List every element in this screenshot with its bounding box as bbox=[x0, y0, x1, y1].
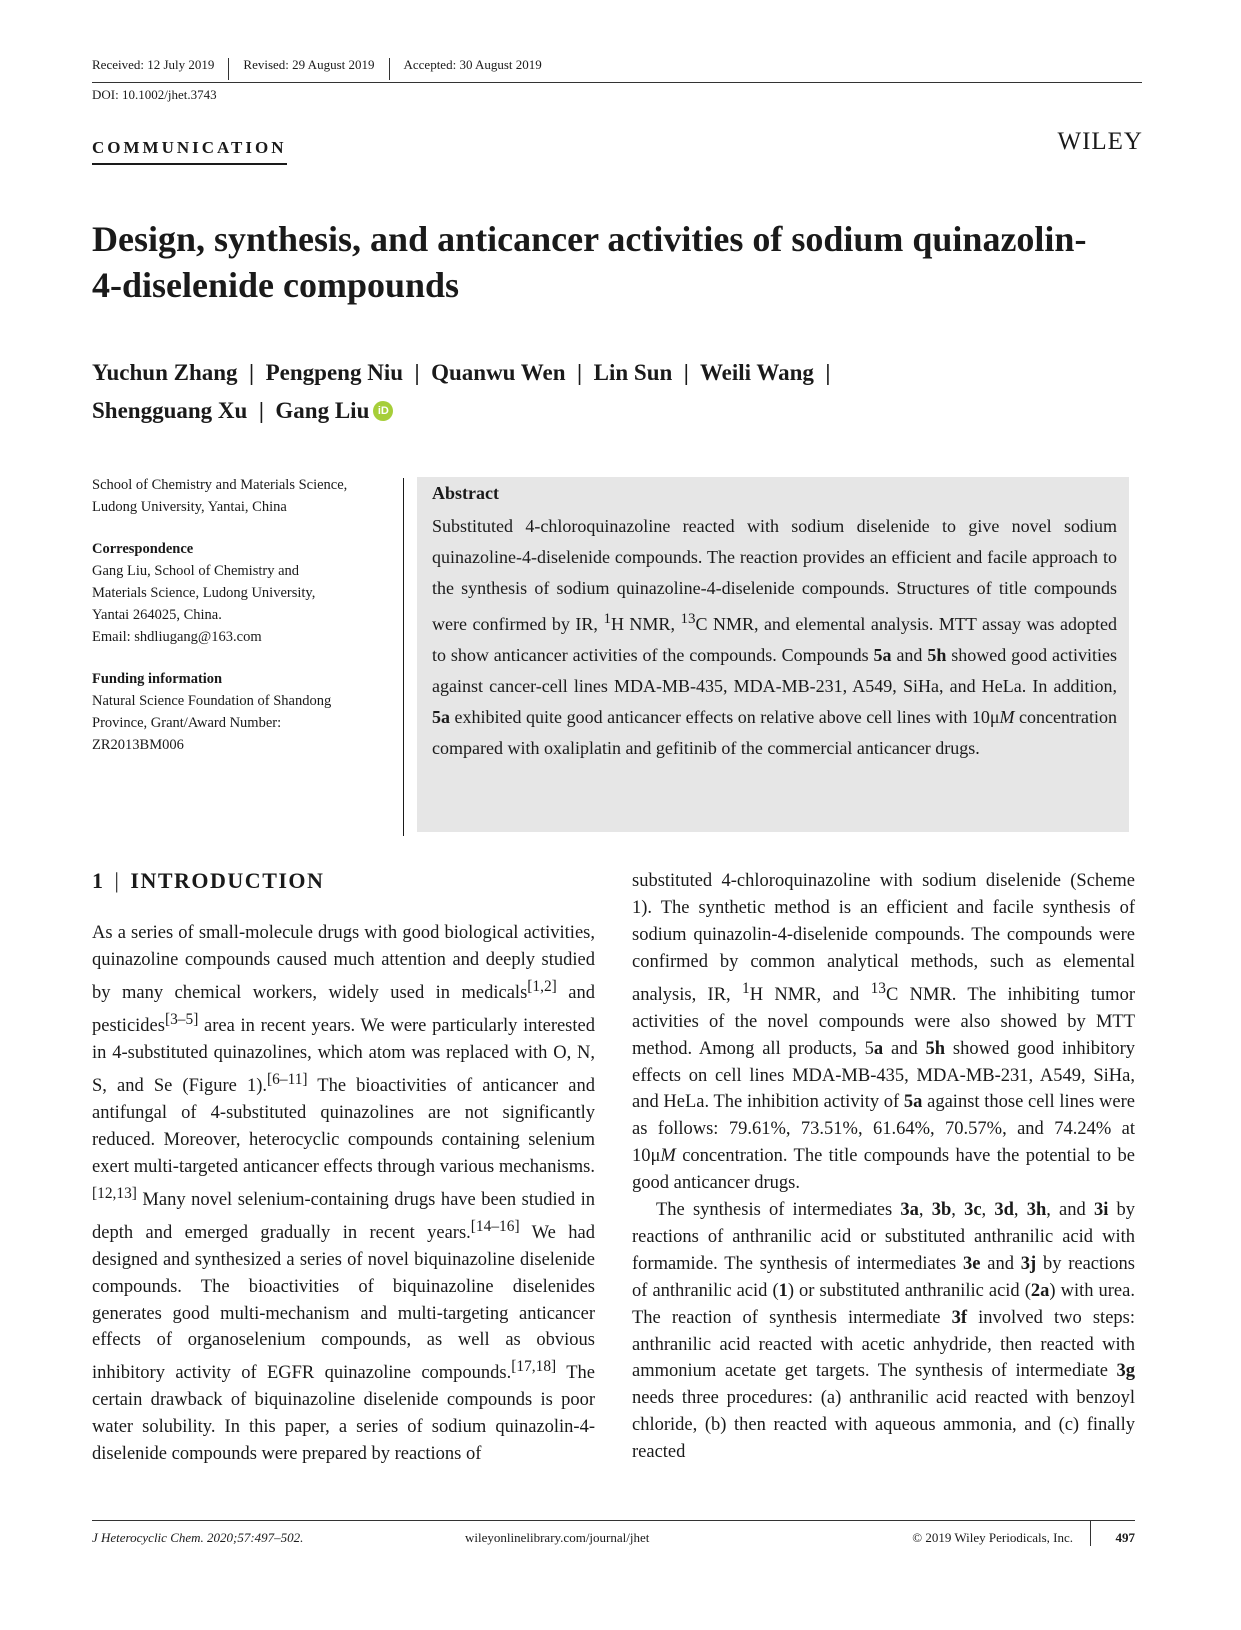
author[interactable]: Gang Liu bbox=[275, 398, 370, 423]
correspondence-email[interactable]: Email: shdliugang@163.com bbox=[92, 629, 262, 645]
funding-line: ZR2013BM006 bbox=[92, 737, 184, 753]
abstract-text: Substituted 4-chloroquinazoline reacted with sodium diselenide to give novel sodium quinazoline-4-diselenide compounds. The reaction provides an efficient and facile approach to the synthesis of sodium quinazoline-4-diselenide compounds. Structures of title compounds were confirmed by IR, $^1$H NMR, $^{13}$C NMR, and elemental analysis. MTT assay was adopted to show anticancer activities of the compounds. Compounds 5a and 5h showed good activities against cancer-cell lines MDA-MB-435, MDA-MB-231, A549, SiHa, and HeLa. In addition, 5a exhibited quite good anticancer effects on relative above cell lines with 10μM concentration compared with oxaliplatin and gefitinib of the commercial anticancer drugs. bbox=[432, 516, 1117, 758]
author-separator: | bbox=[253, 398, 270, 423]
page-number: 497 bbox=[1115, 1530, 1135, 1545]
sidebar-divider bbox=[403, 478, 404, 836]
journal-url[interactable]: wileyonlinelibrary.com/journal/jhet bbox=[465, 1530, 650, 1545]
paper-title: Design, synthesis, and anticancer activities of sodium quinazolin-4-diselenide compounds bbox=[92, 219, 1087, 305]
funding-information bbox=[92, 668, 392, 756]
author-list bbox=[92, 354, 1092, 430]
footer-rule bbox=[92, 1520, 1135, 1521]
author[interactable]: Yuchun Zhang bbox=[92, 360, 238, 385]
abstract-heading: Abstract bbox=[432, 483, 499, 503]
funding-line: Province, Grant/Award Number: bbox=[92, 715, 282, 731]
funding-line: Natural Science Foundation of Shandong bbox=[92, 693, 332, 709]
affiliation: School of Chemistry and Materials Science, Ludong University, Yantai, China bbox=[92, 477, 348, 515]
correspondence-heading: Correspondence bbox=[92, 541, 194, 557]
article-info-sidebar bbox=[92, 474, 392, 776]
orcid-icon[interactable]: iD bbox=[373, 401, 393, 421]
accepted-date: Accepted: 30 August 2019 bbox=[389, 58, 556, 80]
author-separator: | bbox=[571, 360, 588, 385]
author[interactable]: Pengpeng Niu bbox=[265, 360, 404, 385]
citation[interactable]: [12,13] bbox=[92, 1184, 137, 1202]
section-heading-introduction bbox=[92, 868, 324, 894]
correspondence-line: Gang Liu, School of Chemistry and bbox=[92, 563, 300, 579]
citation[interactable]: [17,18] bbox=[511, 1358, 557, 1376]
section-number: 1 bbox=[92, 868, 105, 893]
citation[interactable]: [1,2] bbox=[527, 977, 557, 995]
article-dates bbox=[92, 58, 1142, 83]
paragraph: The synthesis of intermediates 3a, 3b, 3c, 3d, 3h, and 3i by reactions of anthranilic acid or substituted anthranilic acid with formamide. The synthesis of intermediates 3e and 3j by reactions of anthranilic acid (1) or substituted anthranilic acid (2a) with urea. The reaction of synthesis intermediate 3f involved two steps: anthranilic acid reacted with acetic anhydride, then reacted with ammonium acetate get targets. The synthesis of intermediate 3g needs three procedures: (a) anthranilic acid reacted with benzoyl chloride, (b) then reacted with aqueous ammonia, and (c) finally reacted bbox=[632, 1200, 1136, 1463]
author-separator: | bbox=[243, 360, 260, 385]
citation[interactable]: [6–11] bbox=[267, 1070, 308, 1088]
citation[interactable]: [14–16] bbox=[470, 1217, 520, 1235]
correspondence-line: Materials Science, Ludong University, bbox=[92, 585, 316, 601]
copyright: © 2019 Wiley Periodicals, Inc. bbox=[912, 1530, 1073, 1545]
author-separator: | bbox=[678, 360, 695, 385]
section-title: INTRODUCTION bbox=[130, 868, 325, 893]
paragraph: As a series of small-molecule drugs with good biological activities, quinazoline compounds caused much attention and deeply studied by many chemical workers, widely used in medicals[1,2] and pesticides[3–5] area in recent years. We were particularly interested in 4-substituted quinazolines, which atom was replaced with O, N, S, and Se (Figure 1).[6–11] The bioactivities of anticancer and antifungal of 4-substituted quinazolines are not significantly reduced. Moreover, heterocyclic compounds containing selenium exert multi-targeted anticancer effects through various mechanisms.[12,13] Many novel selenium-containing drugs have been studied in depth and emerged gradually in recent years.[14–16] We had designed and synthesized a series of novel biquinazoline diselenide compounds. The bioactivities of biquinazoline diselenides generates good multi-mechanism and multi-targeting anticancer effects of organoselenium compounds, as well as obvious inhibitory activity of EGFR quinazoline compounds.[17,18] The certain drawback of biquinazoline diselenide compounds is poor water solubility. In this paper, a series of sodium quinazolin-4-diselenide compounds were prepared by reactions of bbox=[92, 923, 596, 1465]
introduction-left-column bbox=[92, 920, 595, 1468]
page-footer bbox=[92, 1530, 1135, 1552]
funding-heading: Funding information bbox=[92, 671, 223, 687]
footer-divider bbox=[1090, 1520, 1091, 1546]
author[interactable]: Shengguang Xu bbox=[92, 398, 248, 423]
section-separator: | bbox=[114, 868, 121, 893]
correspondence-line: Yantai 264025, China. bbox=[92, 607, 222, 623]
revised-date: Revised: 29 August 2019 bbox=[228, 58, 388, 80]
received-date: Received: 12 July 2019 bbox=[92, 57, 215, 72]
journal-citation: J Heterocyclic Chem. 2020;57:497–502. bbox=[92, 1530, 304, 1545]
article-type: COMMUNICATION bbox=[92, 138, 287, 165]
author-separator: | bbox=[408, 360, 426, 385]
author-separator: | bbox=[819, 360, 831, 385]
introduction-right-column bbox=[632, 868, 1135, 1466]
author[interactable]: Quanwu Wen bbox=[431, 360, 566, 385]
paragraph: substituted 4-chloroquinazoline with sodium diselenide (Scheme 1). The synthetic method is an efficient and facile synthesis of sodium quinazolin-4-diselenide compounds. The compounds were confirmed by common analytical methods, such as elemental analysis, IR, $^1$H NMR, and $^{13}$C NMR. The inhibiting tumor activities of the novel compounds were also showed by MTT method. Among all products, 5a and 5h showed good inhibitory effects on cell lines MDA-MB-435, MDA-MB-231, A549, SiHa, and HeLa. The inhibition activity of 5a against those cell lines were as follows: 79.61%, 73.51%, 61.64%, 70.57%, and 74.24% at 10μM concentration. The title compounds have the potential to be good anticancer drugs. bbox=[632, 871, 1135, 1194]
author[interactable]: Weili Wang bbox=[699, 360, 814, 385]
doi[interactable]: DOI: 10.1002/jhet.3743 bbox=[92, 87, 217, 102]
author[interactable]: Lin Sun bbox=[593, 360, 673, 385]
publisher-logo: WILEY bbox=[1057, 128, 1143, 155]
citation[interactable]: [3–5] bbox=[164, 1010, 199, 1028]
correspondence bbox=[92, 538, 392, 648]
